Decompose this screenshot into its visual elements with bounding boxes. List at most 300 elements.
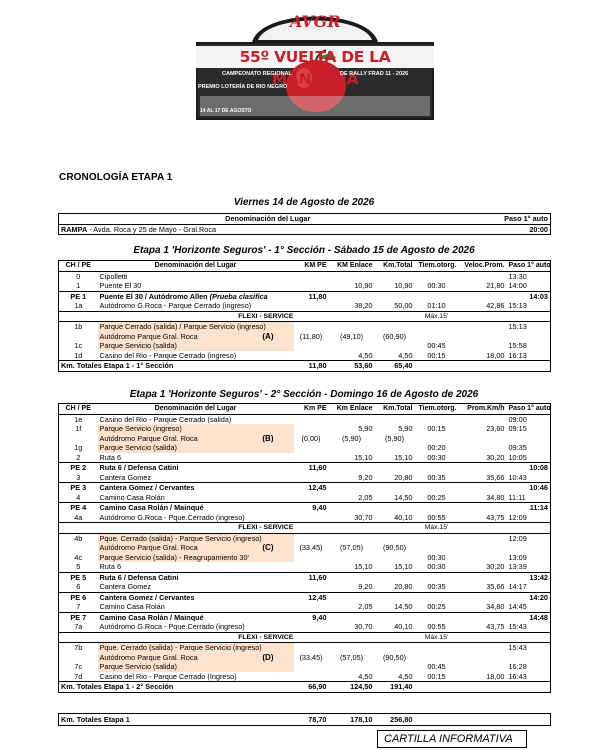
row-velocidad — [459, 553, 507, 563]
row-tiempo — [415, 483, 459, 493]
row-lugar — [98, 602, 294, 612]
row-lugar-text: Ruta 6 / Defensa Catini — [99, 572, 179, 582]
grand-total-table — [58, 713, 551, 726]
row-lugar — [98, 332, 294, 342]
row-km-pe — [294, 322, 329, 332]
row-ch: 7b — [74, 643, 83, 652]
row-tiempo: 01:10 — [427, 301, 446, 310]
row-lugar-text: Pque. Cerrado (salida) - Parque Servicio (ingreso) — [99, 643, 262, 652]
schedule-row — [59, 443, 551, 453]
row-km-total: 14,50 — [394, 602, 413, 611]
row-km-enlace — [329, 503, 375, 513]
row-velocidad — [459, 503, 507, 513]
row-lugar — [98, 341, 294, 351]
row-paso: 10:08 — [507, 463, 551, 473]
row-km-enlace — [329, 322, 375, 332]
row-km-enlace — [329, 533, 375, 543]
row-km-enlace: 5,90 — [358, 424, 373, 433]
row-lugar — [98, 322, 294, 332]
row-velocidad: 43,75 — [486, 622, 505, 631]
service-park-letter: (C) — [262, 543, 274, 552]
row-ch: 5 — [76, 562, 81, 571]
row-tiempo: 00:30 — [427, 452, 446, 462]
row-km-enlace: (57,05) — [339, 543, 364, 552]
grand-total-kmpe: 78,70 — [308, 715, 327, 724]
row-lugar-text: Parque Servicio (salida) — [99, 443, 177, 452]
row-ch: 1d — [74, 350, 83, 360]
row-km-total: (90,50) — [382, 543, 407, 552]
schedule-row — [59, 533, 551, 543]
sec2-table — [58, 403, 551, 693]
row-km-total — [375, 322, 415, 332]
row-km-enlace — [329, 483, 375, 493]
section-total-label: Km. Totales Etapa 1 - 1° Sección — [59, 361, 294, 372]
row-lugar-text: Autódromo G.Roca - Pque.Cerrado (ingreso) — [99, 622, 245, 631]
row-km-pe — [294, 281, 329, 291]
row-km-total — [375, 443, 415, 453]
rampa-label: RAMPA — [61, 224, 88, 234]
row-km-total — [375, 662, 415, 672]
row-paso: 10:05 — [508, 452, 527, 462]
row-velocidad — [459, 612, 507, 622]
row-ch: 3 — [76, 472, 81, 482]
row-lugar — [98, 271, 294, 281]
row-ch: 1f — [75, 424, 82, 433]
row-lugar-text: Puente El 30 — [99, 281, 142, 290]
row-ch: 1a — [74, 301, 83, 310]
sec2-title: Etapa 1 'Horizonte Seguros' - 2° Sección - Domingo 16 de Agosto de 2026 — [129, 389, 479, 400]
row-km-total: 50,00 — [394, 301, 413, 310]
row-km-enlace: 4,50 — [358, 671, 373, 681]
row-km-enlace — [329, 341, 375, 351]
row-tiempo: 00:30 — [427, 552, 446, 562]
row-ch: PE 4 — [59, 503, 98, 513]
row-ch: PE 5 — [59, 572, 98, 582]
row-km-enlace: 10,90 — [354, 281, 373, 290]
row-paso: 14:20 — [507, 592, 551, 602]
schedule-row — [59, 562, 551, 572]
section-total-kmtotal: 65,40 — [375, 361, 415, 372]
row-km-total — [375, 643, 415, 653]
row-km-pe: 9,40 — [294, 612, 329, 622]
row-velocidad — [459, 543, 507, 553]
row-tiempo: 00:20 — [427, 443, 446, 452]
row-lugar-text: Casino del Rio - Parque Cerrado (salida) — [99, 414, 232, 424]
row-velocidad — [459, 443, 507, 453]
row-tiempo — [415, 543, 459, 553]
schedule-row — [59, 473, 551, 483]
row-lugar — [98, 473, 294, 483]
row-km-enlace: 2,05 — [358, 602, 373, 611]
row-lugar — [98, 493, 294, 503]
row-lugar-text: Autódromo Parque Gral. Roca — [99, 543, 198, 552]
row-paso: 13:42 — [507, 572, 551, 582]
row-lugar-text: Autódromo Parque Gral. Roca — [99, 433, 198, 443]
row-tiempo: 00:15 — [427, 671, 446, 681]
row-ch: 1 — [76, 281, 81, 290]
row-paso — [507, 434, 551, 444]
sec2-col-kmenlace: Km Enlace — [329, 404, 375, 415]
row-paso: 11:11 — [508, 492, 526, 502]
schedule-row — [59, 553, 551, 563]
row-ch: 1e — [74, 414, 83, 424]
row-velocidad — [459, 414, 507, 424]
row-paso: 12:09 — [508, 533, 527, 543]
row-lugar-text: Cantera Gomez — [99, 472, 152, 482]
row-tiempo: 00:30 — [427, 562, 446, 571]
schedule-row — [59, 424, 551, 434]
row-paso: 14:45 — [508, 602, 527, 611]
row-ch: 7c — [74, 662, 83, 671]
sec1-col-kmenlace: KM Enlace — [329, 261, 375, 272]
row-lugar-text: Parque Servicio (salida) — [99, 662, 177, 671]
row-km-pe — [294, 271, 329, 281]
sec2-col-lugar: Denominación del Lugar — [98, 404, 294, 415]
row-velocidad: 30,20 — [486, 562, 505, 571]
row-km-enlace — [329, 612, 375, 622]
row-paso: 12:09 — [508, 512, 527, 522]
schedule-row — [59, 291, 551, 301]
row-km-enlace: 9,20 — [358, 472, 373, 482]
row-km-enlace: 15,10 — [354, 562, 373, 571]
row-paso: 15:43 — [508, 643, 527, 652]
row-tiempo — [415, 533, 459, 543]
row-km-total: 15,10 — [394, 452, 413, 462]
row-km-pe: 11,80 — [294, 291, 329, 301]
row-tiempo: 00:25 — [427, 602, 446, 611]
row-km-total — [375, 271, 415, 281]
row-km-enlace: 9,20 — [358, 582, 373, 591]
sec1-col-ch: CH / PE — [59, 261, 98, 272]
schedule-row — [59, 503, 551, 513]
row-km-enlace — [329, 443, 375, 453]
schedule-row — [59, 281, 551, 291]
logo-line2: PREMIO LOTERÍA DE RIO NEGRO — [198, 84, 288, 90]
row-paso: 15:58 — [508, 341, 527, 350]
row-tiempo — [415, 271, 459, 281]
schedule-row — [59, 643, 551, 653]
row-km-pe — [294, 453, 329, 463]
row-tiempo: 00:55 — [427, 512, 446, 522]
row-ch: PE 2 — [59, 463, 98, 473]
row-tiempo: 00:25 — [427, 492, 446, 502]
sec1-col-veloc: Veloc.Prom. — [459, 261, 507, 272]
row-velocidad — [459, 322, 507, 332]
flexi-service-label: FLEXI - SERVICE — [59, 311, 415, 322]
row-ch: 4c — [74, 552, 83, 562]
row-km-total — [375, 553, 415, 563]
row-ch: 4 — [76, 492, 81, 502]
row-tiempo — [415, 612, 459, 622]
row-lugar — [98, 291, 294, 301]
schedule-row — [59, 632, 551, 643]
row-km-total: 14,50 — [394, 492, 413, 502]
row-km-enlace: (5,90) — [341, 433, 362, 443]
row-lugar — [98, 622, 294, 632]
row-lugar — [98, 592, 294, 602]
row-km-enlace — [329, 643, 375, 653]
row-km-total: 4,50 — [398, 671, 413, 681]
row-velocidad: 34,80 — [486, 492, 505, 502]
row-ch: PE 3 — [59, 483, 98, 493]
row-km-total: (60,90) — [382, 331, 407, 341]
row-km-total — [375, 592, 415, 602]
schedule-row — [59, 271, 551, 281]
row-km-total: 10,90 — [394, 281, 413, 290]
row-km-total: 5,90 — [398, 424, 413, 433]
row-km-pe: 11,60 — [294, 572, 329, 582]
row-tiempo: 00:55 — [427, 622, 446, 631]
row-ch: 0 — [76, 271, 81, 281]
row-lugar-text: Autódromo Parque Gral. Roca — [99, 652, 198, 662]
row-ch: 7 — [76, 602, 81, 611]
logo-line1-left: CAMPEONATO REGIONAL — [222, 71, 292, 77]
row-lugar — [98, 562, 294, 572]
row-lugar-text: Parque Servicio (salida) - Reagrupamiento 30' — [99, 552, 249, 562]
row-lugar-text: Camino Casa Rolán — [99, 602, 165, 611]
grand-total-label: Km. Totales Etapa 1 — [61, 715, 130, 724]
row-velocidad: 43,75 — [486, 512, 505, 522]
row-velocidad: 30,20 — [486, 452, 505, 462]
row-lugar-text: Cantera Gomez — [99, 582, 152, 591]
row-lugar-text: Camino Casa Rolán — [99, 492, 165, 502]
flexi-service-max: Máx.15' — [415, 523, 459, 534]
row-tiempo — [415, 503, 459, 513]
schedule-row — [59, 672, 551, 682]
row-lugar — [98, 543, 294, 553]
row-tiempo — [415, 592, 459, 602]
sec1-col-kmtotal: Km.Total — [375, 261, 415, 272]
service-park-letter: (D) — [262, 652, 274, 662]
row-km-total — [375, 612, 415, 622]
rampa-time: 20:00 — [529, 224, 548, 234]
row-km-pe — [294, 622, 329, 632]
row-km-enlace — [329, 414, 375, 424]
row-lugar — [98, 503, 294, 513]
row-km-total: (5,90) — [384, 433, 405, 443]
row-lugar — [98, 301, 294, 311]
rampa-location: - Avda. Roca y 25 de Mayo - Gral.Roca — [87, 224, 217, 234]
row-lugar-text: Ruta 6 / Defensa Catini — [99, 463, 179, 472]
sec2-col-ch: CH / PE — [59, 404, 98, 415]
schedule-row — [59, 513, 551, 523]
row-velocidad — [459, 662, 507, 672]
row-ch: 4a — [74, 512, 83, 522]
row-velocidad — [459, 643, 507, 653]
row-velocidad: 23,60 — [486, 424, 505, 433]
row-km-pe — [294, 301, 329, 311]
row-tiempo — [415, 653, 459, 663]
section-total-row — [59, 361, 551, 372]
sec2-col-kmtotal: Km.Total — [375, 404, 415, 415]
row-ch — [59, 434, 98, 444]
schedule-row — [59, 322, 551, 332]
row-km-pe: 12,45 — [294, 592, 329, 602]
row-paso — [507, 653, 551, 663]
row-km-pe — [294, 351, 329, 361]
row-velocidad: 18,00 — [486, 350, 505, 360]
row-km-pe — [294, 473, 329, 483]
row-lugar — [98, 483, 294, 493]
section-total-kmtotal: 191,40 — [375, 682, 415, 693]
logo-dates: 14 AL 17 DE AGOSTO — [200, 108, 252, 114]
doc-title: CRONOLOGÍA ETAPA 1 — [59, 172, 173, 183]
row-lugar — [98, 453, 294, 463]
sec1-title: Etapa 1 'Horizonte Seguros' - 1° Sección - Sábado 15 de Agosto de 2026 — [133, 245, 475, 256]
sec2-col-tiempo: Tiem.otorg. — [415, 404, 459, 415]
row-paso: 14:03 — [507, 291, 551, 301]
row-lugar-text: Casino del Rio - Parque Cerrado (Ingreso) — [99, 671, 237, 681]
row-km-pe: 11,60 — [294, 463, 329, 473]
flexi-service-label: FLEXI - SERVICE — [59, 632, 415, 643]
row-lugar — [98, 533, 294, 543]
row-km-total — [375, 533, 415, 543]
row-paso: 11:14 — [507, 503, 551, 513]
row-paso: 13:30 — [508, 271, 527, 281]
sec2-col-prom: Prom.Km/h — [459, 404, 507, 415]
schedule-row — [59, 602, 551, 612]
schedule-row — [59, 612, 551, 622]
logo-title: 55º VUELTA DE LA MANZANA — [239, 48, 391, 88]
row-lugar-text: Parque Servicio (salida) — [99, 341, 177, 350]
row-tiempo — [415, 463, 459, 473]
row-km-pe — [294, 553, 329, 563]
service-park-letter: (B) — [262, 433, 274, 443]
row-paso: 15:13 — [508, 301, 527, 310]
row-ch — [59, 332, 98, 342]
row-km-enlace — [329, 553, 375, 563]
row-km-pe: (11,80) — [299, 331, 323, 341]
schedule-row — [59, 483, 551, 493]
schedule-row — [59, 434, 551, 444]
schedule-row — [59, 463, 551, 473]
sec1-table — [58, 260, 551, 372]
row-lugar-text: Parque Cerrado (salida) / Parque Servicio (ingreso) — [99, 322, 266, 331]
schedule-row — [59, 341, 551, 351]
row-paso: 14:48 — [507, 612, 551, 622]
row-lugar-text: Puente El 30 / Autódromo Allen — [99, 291, 208, 301]
row-tiempo: 00:35 — [427, 472, 446, 482]
row-km-total — [375, 572, 415, 582]
row-tiempo: 00:45 — [427, 341, 446, 350]
row-ch: 7d — [74, 671, 83, 681]
row-km-total: 40,10 — [394, 622, 413, 631]
row-ch — [59, 543, 98, 553]
row-km-pe: (0,00) — [301, 433, 321, 443]
schedule-row — [59, 592, 551, 602]
row-velocidad — [459, 463, 507, 473]
section-total-kmpe: 66,90 — [294, 682, 329, 693]
row-lugar-text: Ruta 6 — [99, 452, 121, 462]
row-lugar — [98, 434, 294, 444]
row-velocidad: 35,66 — [486, 582, 505, 591]
schedule-row — [59, 311, 551, 322]
event-logo — [192, 2, 438, 124]
section-total-kmpe: 11,80 — [294, 361, 329, 372]
row-km-total: 20,80 — [394, 472, 413, 482]
row-ch: 2 — [76, 452, 81, 462]
row-km-enlace: (57,05) — [339, 652, 364, 662]
row-tiempo — [415, 572, 459, 582]
viernes-title: Viernes 14 de Agosto de 2026 — [233, 197, 375, 208]
row-km-total: 20,80 — [394, 582, 413, 591]
row-lugar — [98, 643, 294, 653]
row-lugar — [98, 414, 294, 424]
row-km-pe — [294, 493, 329, 503]
section-total-kmenlace: 53,60 — [329, 361, 375, 372]
sec1-col-lugar: Denominación del Lugar — [98, 261, 294, 272]
row-km-enlace — [329, 662, 375, 672]
row-velocidad — [459, 483, 507, 493]
row-km-enlace — [329, 592, 375, 602]
schedule-row — [59, 414, 551, 424]
row-tiempo — [415, 332, 459, 342]
row-km-enlace — [329, 572, 375, 582]
row-km-enlace: 2,05 — [358, 492, 373, 502]
viernes-col-lugar: Denominación del Lugar — [59, 214, 477, 225]
row-lugar-text: Cantera Gomez / Cervantes — [99, 592, 195, 602]
row-ch: 7a — [74, 622, 83, 631]
row-km-pe: (33,45) — [299, 543, 323, 552]
row-lugar — [98, 553, 294, 563]
row-lugar — [98, 281, 294, 291]
row-tiempo: 00:35 — [427, 582, 446, 591]
row-lugar — [98, 443, 294, 453]
row-km-enlace: 4,50 — [358, 350, 373, 360]
row-velocidad — [459, 271, 507, 281]
row-lugar — [98, 672, 294, 682]
row-km-enlace — [329, 291, 375, 301]
row-lugar — [98, 582, 294, 592]
viernes-row — [59, 224, 551, 235]
row-velocidad — [459, 592, 507, 602]
schedule-row — [59, 523, 551, 534]
sec1-col-paso: Paso 1° auto — [508, 262, 551, 269]
row-km-enlace: (49,10) — [339, 331, 364, 341]
row-lugar-text: Cantera Gomez / Cervantes — [99, 483, 195, 492]
schedule-row — [59, 622, 551, 632]
grand-total-kmenlace: 178,10 — [350, 715, 373, 724]
row-ch: PE 6 — [59, 592, 98, 602]
row-lugar-text: Autódromo G.Roca - Parque Cerrado (ingreso) — [99, 301, 252, 310]
row-paso: 15:13 — [508, 322, 527, 331]
row-km-pe: 12,45 — [294, 483, 329, 493]
row-lugar-text: Parque Servicio (ingreso) — [99, 424, 182, 433]
row-lugar-text: Camino Casa Rolán / Mainqué — [99, 612, 204, 622]
row-lugar — [98, 424, 294, 434]
row-tiempo — [415, 643, 459, 653]
row-km-pe — [294, 443, 329, 453]
row-km-enlace: 30,70 — [354, 622, 373, 631]
row-km-pe — [294, 424, 329, 434]
row-ch — [59, 653, 98, 663]
schedule-row — [59, 301, 551, 311]
row-paso: 09:15 — [508, 424, 527, 433]
row-lugar — [98, 463, 294, 473]
row-velocidad: 42,86 — [486, 301, 505, 310]
row-paso: 09:35 — [508, 443, 527, 452]
section-total-row — [59, 682, 551, 693]
row-ch: PE 7 — [59, 612, 98, 622]
row-lugar-text: Autódromo Parque Gral. Roca — [99, 331, 198, 341]
row-lugar-text: Autódromo G.Roca - Pque.Cerrado (ingreso) — [99, 512, 245, 522]
flexi-service-label: FLEXI - SERVICE — [59, 523, 415, 534]
sec2-col-paso: Paso 1° auto — [508, 405, 551, 412]
row-tiempo — [415, 414, 459, 424]
row-km-pe — [294, 643, 329, 653]
row-lugar-text: Pque. Cerrado (salida) - Parque Servicio (ingreso) — [99, 533, 262, 543]
row-km-total: 40,10 — [394, 512, 413, 522]
